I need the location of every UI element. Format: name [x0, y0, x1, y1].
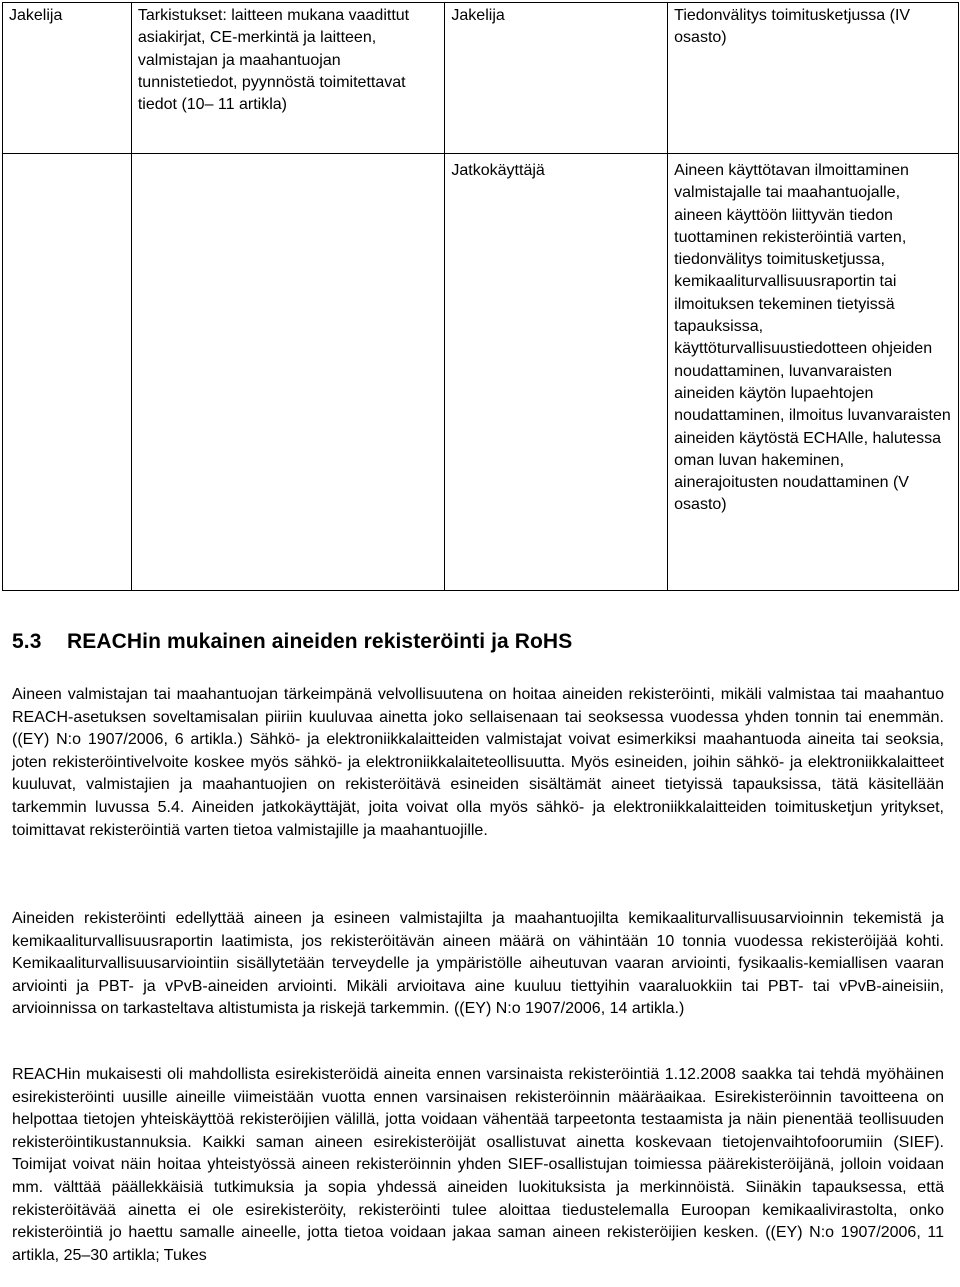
table-cell-role: Jakelija: [445, 3, 668, 154]
table-cell-empty: [131, 154, 445, 591]
section-number: 5.3: [12, 630, 42, 653]
body-paragraph: Aineiden rekisteröinti edellyttää aineen ja esineen valmistajilta ja maahantuojilta kemikaaliturvallisuusarvioinnin tekemistä ja kemikaaliturvallisuusraportin laatimista, jos rekisteröitävän aineen määrä on vähintään 10 tonnia vuodessa rekisteröijää kohti. Kemikaaliturvallisuusarviointiin sisällytetään terveydelle ja ympäristölle aiheutuvan vaaran arviointi, fysikaalis-kemiallisen vaaran arviointi ja PBT- ja vPvB-aineiden arviointi. Mikäli arvioitava aine kuuluu tiettyihin vaaraluokkiin tai PBT- tai vPvB-aineisiin, arvioinnissa on tarkasteltava altistumista ja riskejä tarkemmin. ((EY) N:o 1907/2006, 14 artikla.): [12, 910, 944, 1018]
table-cell-obligations: Tiedonvälitys toimitusketjussa (IV osasto): [668, 3, 959, 154]
body-paragraph: REACHin mukaisesti oli mahdollista esirekisteröidä aineita ennen varsinaista rekisteröintiä 1.12.2008 saakka tai tehdä myöhäinen esirekisteröinti uusille aineille viimeistään vuotta ennen varsinaisen rekisteröinnin määräaikaa. Esirekisteröinnin tavoitteena on helpottaa tietojen yhteiskäyttöä rekisteröijien välillä, jotta voidaan vähentää tarpeetonta testaamista ja näin pienentää teollisuuden rekisteröintikustannuksia. Kaikki saman aineen esirekisteröijät osallistuvat ainetta koskevaan tietojenvaihtofoorumiin (SIEF). Toimijat voivat näin hoitaa yhteistyössä aineen rekisteröinnin yhden SIEF-osallistujan toimiessa päärekisteröijänä, jolloin voidaan mm. välttää päällekkäisiä tutkimuksia ja sopia yhdessä aineiden luokituksista ja merkinnöistä. Siinäkin tapauksessa, että rekisteröitävää ainetta ei ole esirekisteröity, rekisteröinti tulee aloittaa tiedustelemalla Euroopan kemikaalivirastolta, onko rekisteröintiä jo haettu samalle aineelle, jotta tietoa voidaan jakaa saman aineen rekisteröijien kesken. ((EY) N:o 1907/2006, 11 artikla, 25–30 artikla; Tukes: [12, 1066, 944, 1264]
section-title: REACHin mukainen aineiden rekisteröinti ja RoHS: [67, 630, 573, 653]
table-cell-role: Jatkokäyttäjä: [445, 154, 668, 591]
table-cell-obligations: Tarkistukset: laitteen mukana vaadittut asiakirjat, CE-merkintä ja laitteen, valmistajan ja maahantuojan tunnistetiedot, pyynnöstä toimitettavat tiedot (10– 11 artikla): [131, 3, 445, 154]
body-paragraph: Aineen valmistajan tai maahantuojan tärkeimpänä velvollisuutena on hoitaa aineiden rekisteröinti, mikäli valmistaa tai maahantuo REACH-asetuksen soveltamisalan piiriin kuuluvaa ainetta joko sellaisenaan tai seoksessa vuodessa yhden tonnin tai enemmän. ((EY) N:o 1907/2006, 6 artikla.) Sähkö- ja elektroniikkalaitteiden valmistajat voivat esimerkiksi maahantuoda aineita tai seoksia, joten rekisteröintivelvoite koskee myös sähkö- ja elektroniikkalaiteteollisuutta. Myös esineiden, joihin sähkö- ja elektroniikkalaitteet kuuluvat, valmistajien ja maahantuojien on rekisteröitävä esineiden sisältämät aineet tietyissä tapauksissa, tätä käsitellään tarkemmin luvussa 5.4. Aineiden jatkokäyttäjät, joita voivat olla myös sähkö- ja elektroniikkalaitteiden toimitusketjun yritykset, toimittavat rekisteröintiä varten tietoa valmistajille ja maahantuojille.: [12, 686, 944, 839]
table-cell-obligations: Aineen käyttötavan ilmoittaminen valmistajalle tai maahantuojalle, aineen käyttöön liittyvän tiedon tuottaminen rekisteröintiä varten, tiedonvälitys toimitusketjussa, kemikaaliturvallisuusraportin tai ilmoituksen tekeminen tietyissä tapauksissa, käyttöturvallisuustiedotteen ohjeiden noudattaminen, luvanvaraisten aineiden käytön lupaehtojen noudattaminen, ilmoitus luvanvaraisten aineiden käytöstä ECHAlle, halutessa oman luvan hakeminen, ainerajoitusten noudattaminen (V osasto): [668, 154, 959, 591]
table-cell-empty: [3, 154, 132, 591]
obligations-table: [2, 2, 959, 591]
table-cell-role: Jakelija: [3, 3, 132, 154]
table-row: [3, 154, 959, 591]
section-heading: [12, 630, 572, 654]
table-row: [3, 3, 959, 154]
